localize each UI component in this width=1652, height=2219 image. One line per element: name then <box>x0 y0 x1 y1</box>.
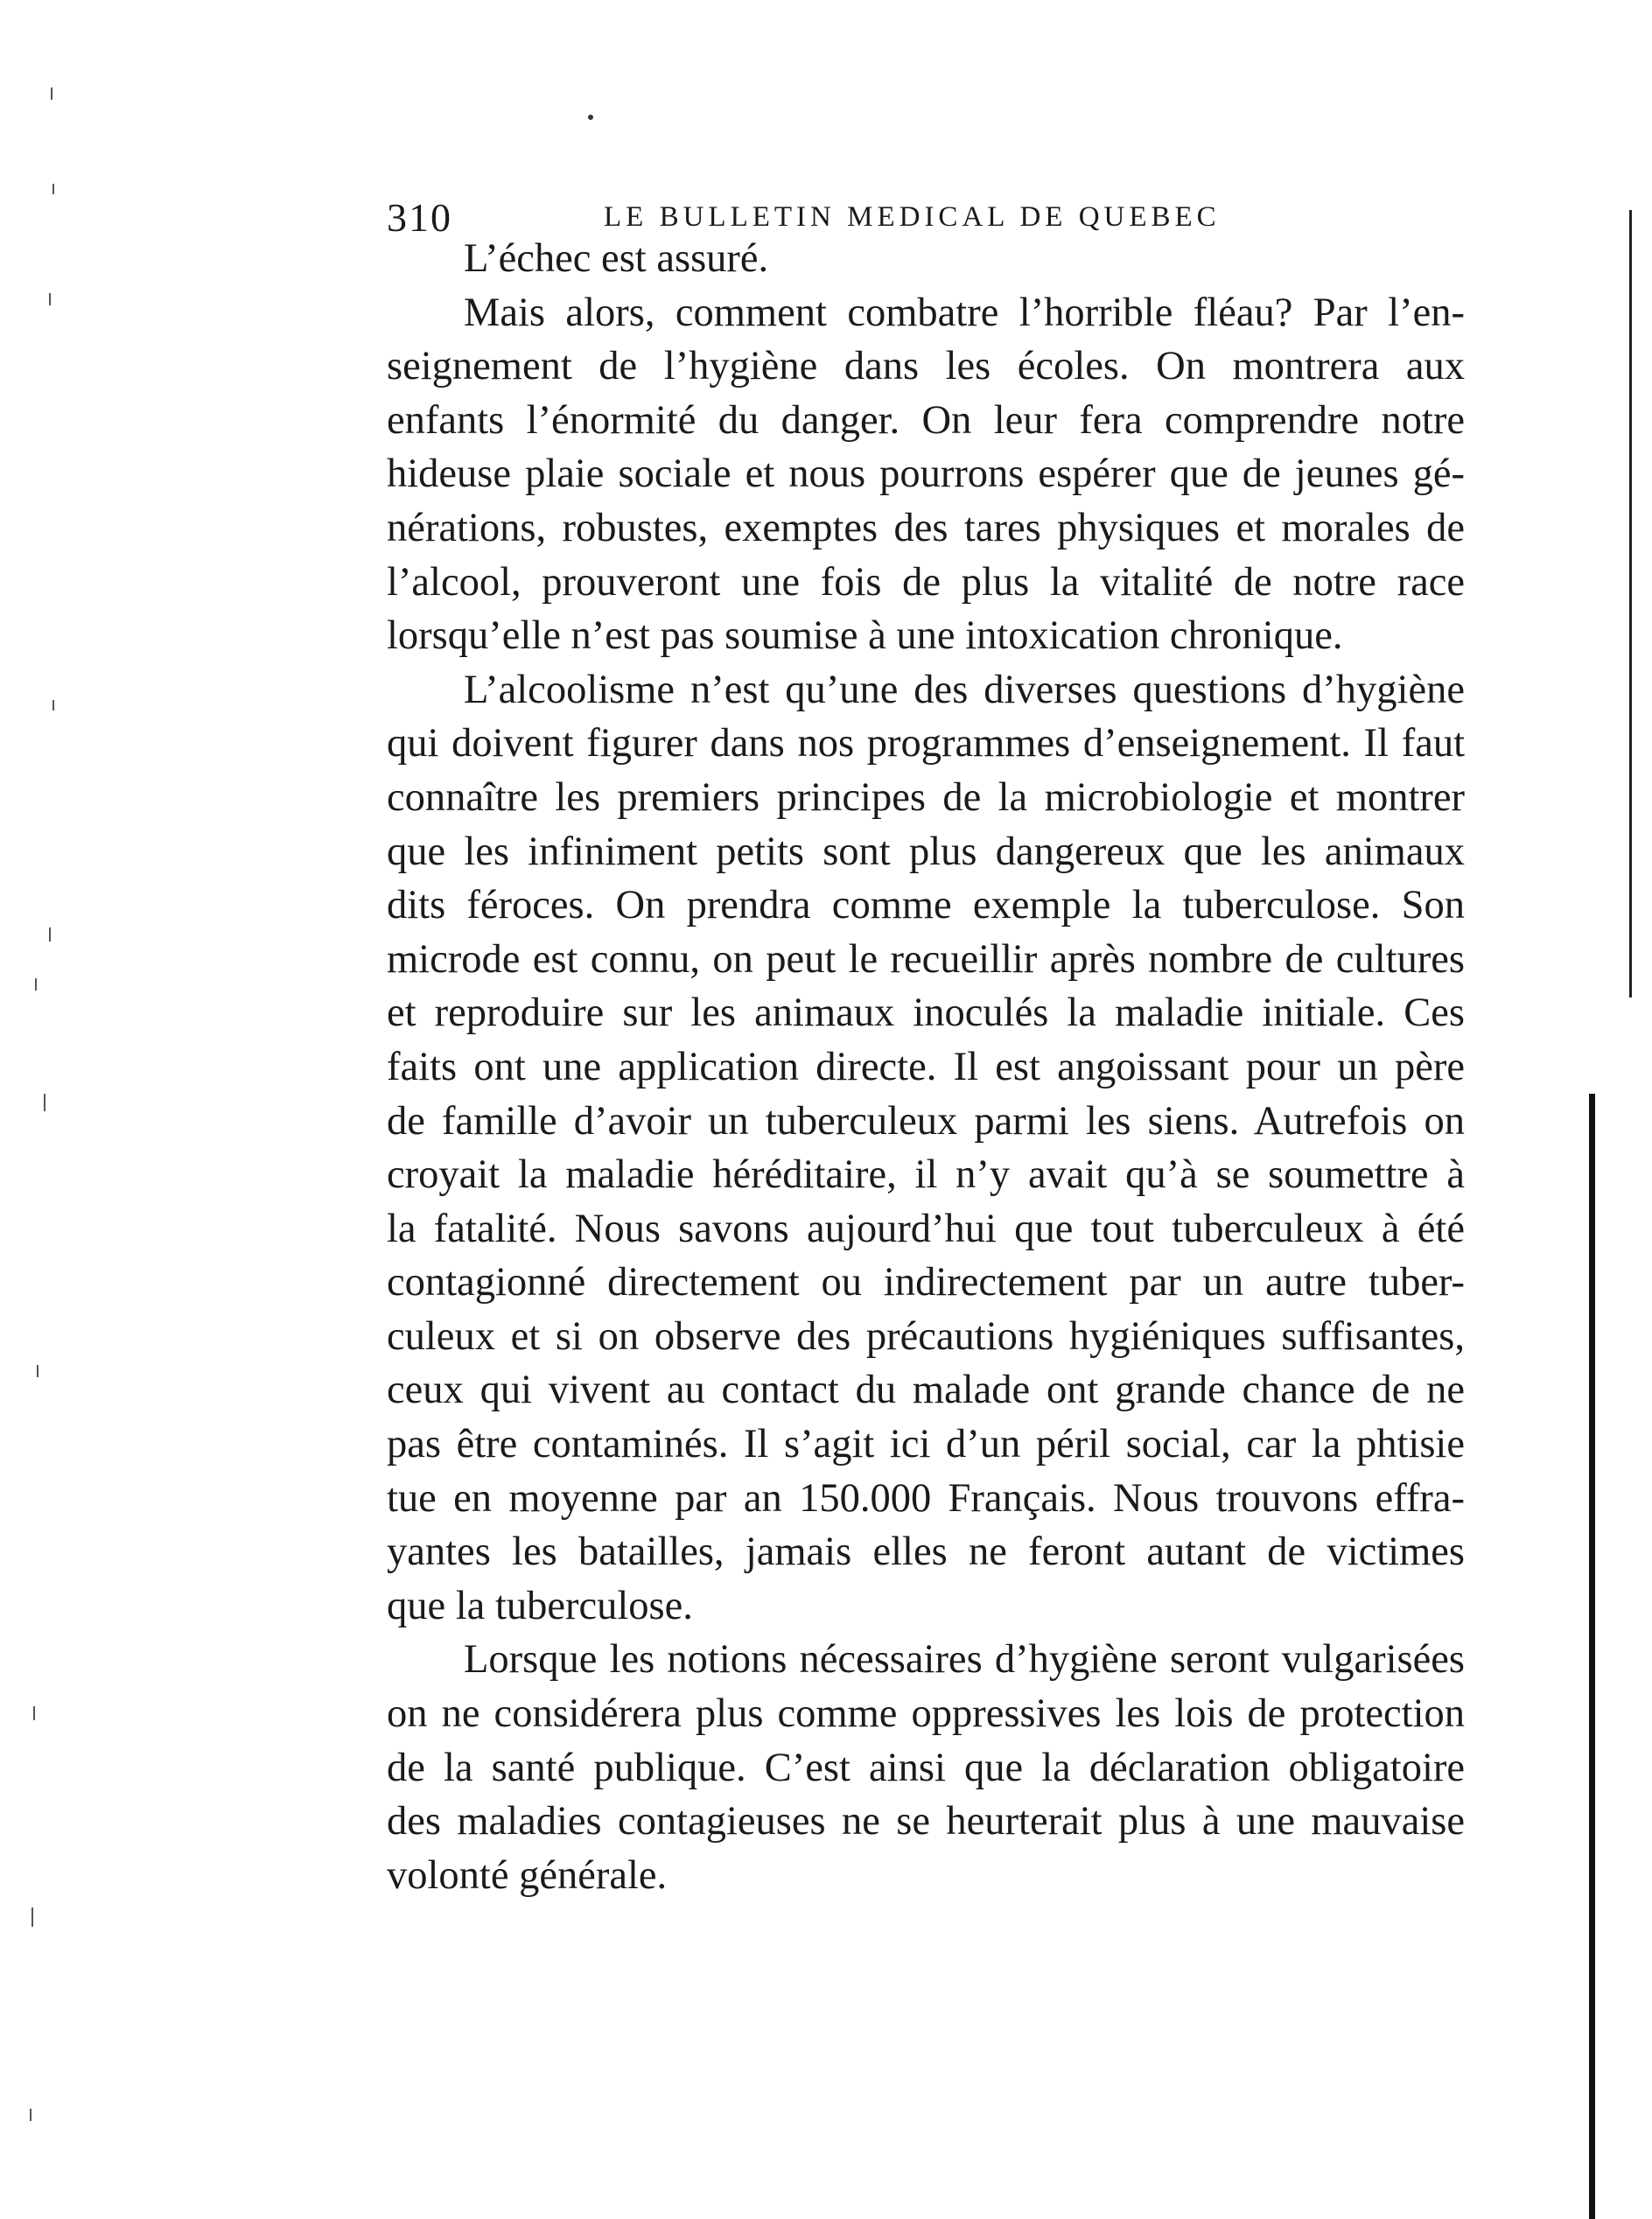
margin-speck <box>37 1365 38 1377</box>
text-line: enfants l’énormité du danger. On leur fera comprendre notre <box>387 397 1465 443</box>
text-line: faits ont une application directe. Il est angoissant pour un père <box>387 1044 1465 1089</box>
page-edge-line <box>1629 210 1632 998</box>
text-line: microde est connu, on peut le recueillir après nombre de cultures <box>387 936 1465 982</box>
text-line: que la tuberculose. <box>387 1583 693 1628</box>
text-line: Mais alors, comment combatre l’horrible fléau? Par l’en- <box>464 290 1465 335</box>
text-line: yantes les batailles, jamais elles ne feront autant de victimes <box>387 1530 1465 1575</box>
text-line: contagionné directement ou indirectement par un autre tuber- <box>387 1260 1465 1306</box>
text-line: on ne considérera plus comme oppressives les lois de protection <box>387 1691 1465 1737</box>
paragraph <box>387 232 1465 286</box>
scan-speck <box>588 115 593 120</box>
paragraph <box>387 1633 1465 1902</box>
page-number: 310 <box>387 195 452 240</box>
text-line: dits féroces. On prendra comme exemple la tuberculose. Son <box>387 883 1465 928</box>
text-line: de famille d’avoir un tuberculeux parmi les siens. Autrefois on <box>387 1098 1465 1144</box>
text-line: connaître les premiers principes de la microbiologie et montrer <box>387 774 1465 820</box>
text-line: L’alcoolisme n’est qu’une des diverses questions d’hygiène <box>464 667 1465 712</box>
text-line: nérations, robustes, exemptes des tares physiques et morales de <box>387 505 1465 550</box>
paragraph <box>387 663 1465 1634</box>
text-line: de la santé publique. C’est ainsi que la déclaration obligatoire <box>387 1745 1465 1790</box>
text-line: Lorsque les notions nécessaires d’hygiène seront vulgarisées <box>464 1637 1465 1683</box>
text-line: seignement de l’hygiène dans les écoles. On montrera aux <box>387 344 1465 389</box>
page-edge-shadow <box>1589 1094 1595 2219</box>
margin-speck <box>51 88 52 100</box>
text-line: que les infiniment petits sont plus dangereux que les animaux <box>387 829 1465 874</box>
text-line: tue en moyenne par an 150.000 Français. Nous trouvons effra- <box>387 1475 1465 1521</box>
margin-speck <box>52 700 54 710</box>
text-line: l’alcool, prouveront une fois de plus la vitalité de notre race <box>387 559 1465 605</box>
margin-speck <box>35 978 37 990</box>
margin-speck <box>30 2109 32 2121</box>
text-line: pas être contaminés. Il s’agit ici d’un péril social, car la phtisie <box>387 1422 1465 1467</box>
margin-speck <box>49 293 51 305</box>
body-text <box>387 232 1465 1902</box>
running-title: LE BULLETIN MEDICAL DE QUEBEC <box>604 201 1221 233</box>
text-line: culeux et si on observe des précautions hygiéniques suffisantes, <box>387 1313 1465 1359</box>
margin-speck <box>33 1706 35 1720</box>
text-line: volonté générale. <box>387 1852 668 1898</box>
margin-speck <box>32 1908 33 1927</box>
text-line: des maladies contagieuses ne se heurterait plus à une mauvaise <box>387 1799 1465 1844</box>
text-line: ceux qui vivent au contact du malade ont grande chance de ne <box>387 1368 1465 1413</box>
text-line: et reproduire sur les animaux inoculés la maladie initiale. Ces <box>387 990 1465 1036</box>
text-line: croyait la maladie héréditaire, il n’y avait qu’à se soumettre à <box>387 1152 1465 1198</box>
text-line: hideuse plaie sociale et nous pourrons espérer que de jeunes gé- <box>387 452 1465 497</box>
text-line: lorsqu’elle n’est pas soumise à une intoxication chronique. <box>387 613 1343 659</box>
margin-speck <box>52 184 54 194</box>
text-line: la fatalité. Nous savons aujourd’hui que tout tuberculeux à été <box>387 1206 1465 1251</box>
margin-speck <box>49 928 51 942</box>
paragraph <box>387 286 1465 663</box>
text-line: qui doivent figurer dans nos programmes d’enseignement. Il faut <box>387 721 1465 766</box>
text-line: L’échec est assuré. <box>464 236 769 281</box>
margin-speck <box>44 1094 46 1111</box>
